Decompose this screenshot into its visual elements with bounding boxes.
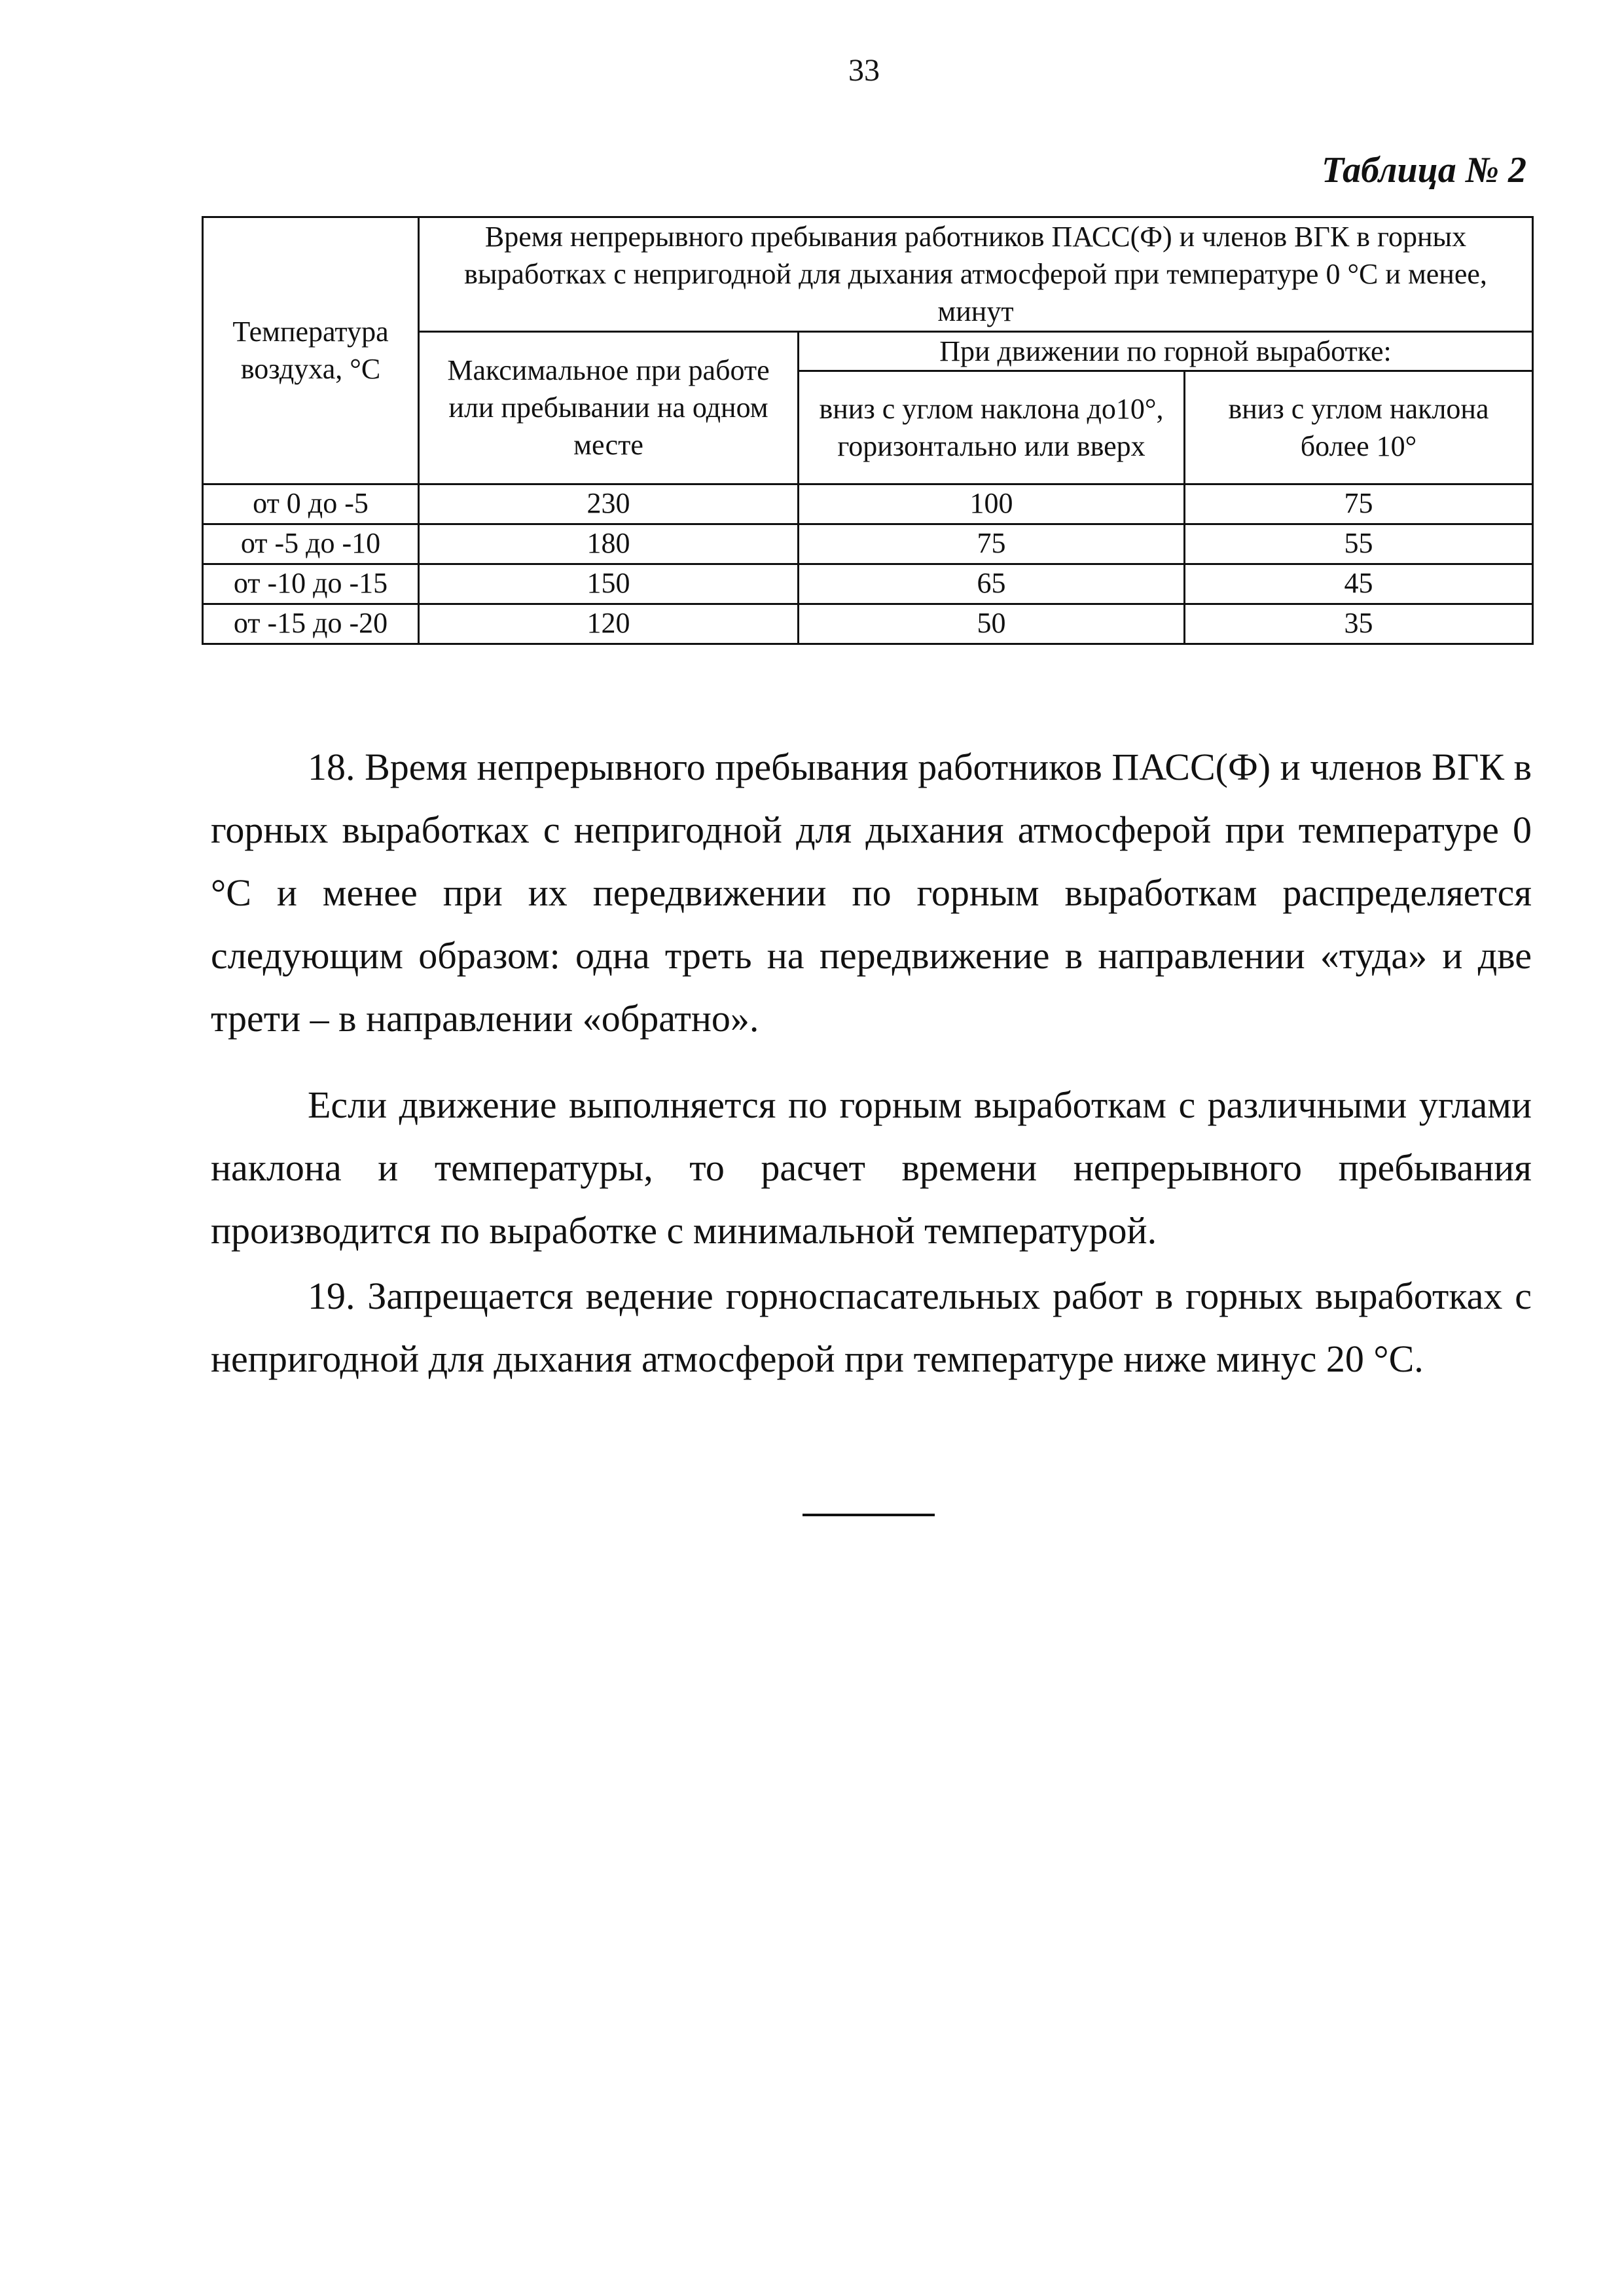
- cell-down-up-to-10: 100: [799, 484, 1185, 524]
- table-caption: Таблица № 2: [1321, 150, 1526, 191]
- cell-temperature: от -5 до -10: [203, 524, 419, 564]
- paragraph-18-continued: [211, 1074, 1532, 1262]
- cell-down-more-10: 75: [1185, 484, 1533, 524]
- stay-time-table: [202, 216, 1534, 645]
- cell-down-more-10: 45: [1185, 564, 1533, 604]
- cell-temperature: от 0 до -5: [203, 484, 419, 524]
- cell-down-more-10: 55: [1185, 524, 1533, 564]
- paragraph-19: [211, 1265, 1532, 1391]
- cell-max-stationary: 180: [419, 524, 799, 564]
- cell-down-more-10: 35: [1185, 604, 1533, 644]
- page-number: 33: [848, 53, 880, 88]
- end-of-document-rule: [803, 1514, 935, 1516]
- table-row: [203, 564, 1533, 604]
- cell-temperature: от -15 до -20: [203, 604, 419, 644]
- paragraph-18: [211, 736, 1532, 1050]
- cell-temperature: от -10 до -15: [203, 564, 419, 604]
- cell-max-stationary: 150: [419, 564, 799, 604]
- cell-down-up-to-10: 75: [799, 524, 1185, 564]
- cell-down-up-to-10: 50: [799, 604, 1185, 644]
- header-temperature: Температура воздуха, °С: [203, 217, 419, 484]
- paragraph-text: 19. Запрещается ведение горноспасательных работ в горных выработках с непригодной для дыхания атмосферой при температуре ниже минус 20 °С.: [211, 1275, 1532, 1380]
- cell-max-stationary: 230: [419, 484, 799, 524]
- paragraph-text: 18. Время непрерывного пребывания работников ПАСС(Ф) и членов ВГК в горных выработках с непригодной для дыхания атмосферой при температуре 0 °С и менее при их передвижении по горным выработкам распределяется следующим образом: одна треть на передвижение в направлении «туда» и две трети – в направлении «обратно».: [211, 746, 1532, 1040]
- header-max-stationary: Максимальное при работе или пребывании на одном месте: [419, 331, 799, 484]
- cell-down-up-to-10: 65: [799, 564, 1185, 604]
- table-row: [203, 604, 1533, 644]
- paragraph-text: Если движение выполняется по горным выработкам с различными углами наклона и температуры, то расчет времени непрерывного пребывания производится по выработке с минимальной температурой.: [211, 1084, 1532, 1252]
- cell-max-stationary: 120: [419, 604, 799, 644]
- table-row: [203, 484, 1533, 524]
- header-main: Время непрерывного пребывания работников ПАСС(Ф) и членов ВГК в горных выработках с непригодной для дыхания атмосферой при температуре 0 °С и менее, минут: [419, 217, 1533, 332]
- header-movement: При движении по горной выработке:: [799, 331, 1533, 371]
- header-down-up-to-10: вниз с углом наклона до10°, горизонтально или вверх: [799, 371, 1185, 484]
- table-row: [203, 524, 1533, 564]
- header-down-more-10: вниз с углом наклона более 10°: [1185, 371, 1533, 484]
